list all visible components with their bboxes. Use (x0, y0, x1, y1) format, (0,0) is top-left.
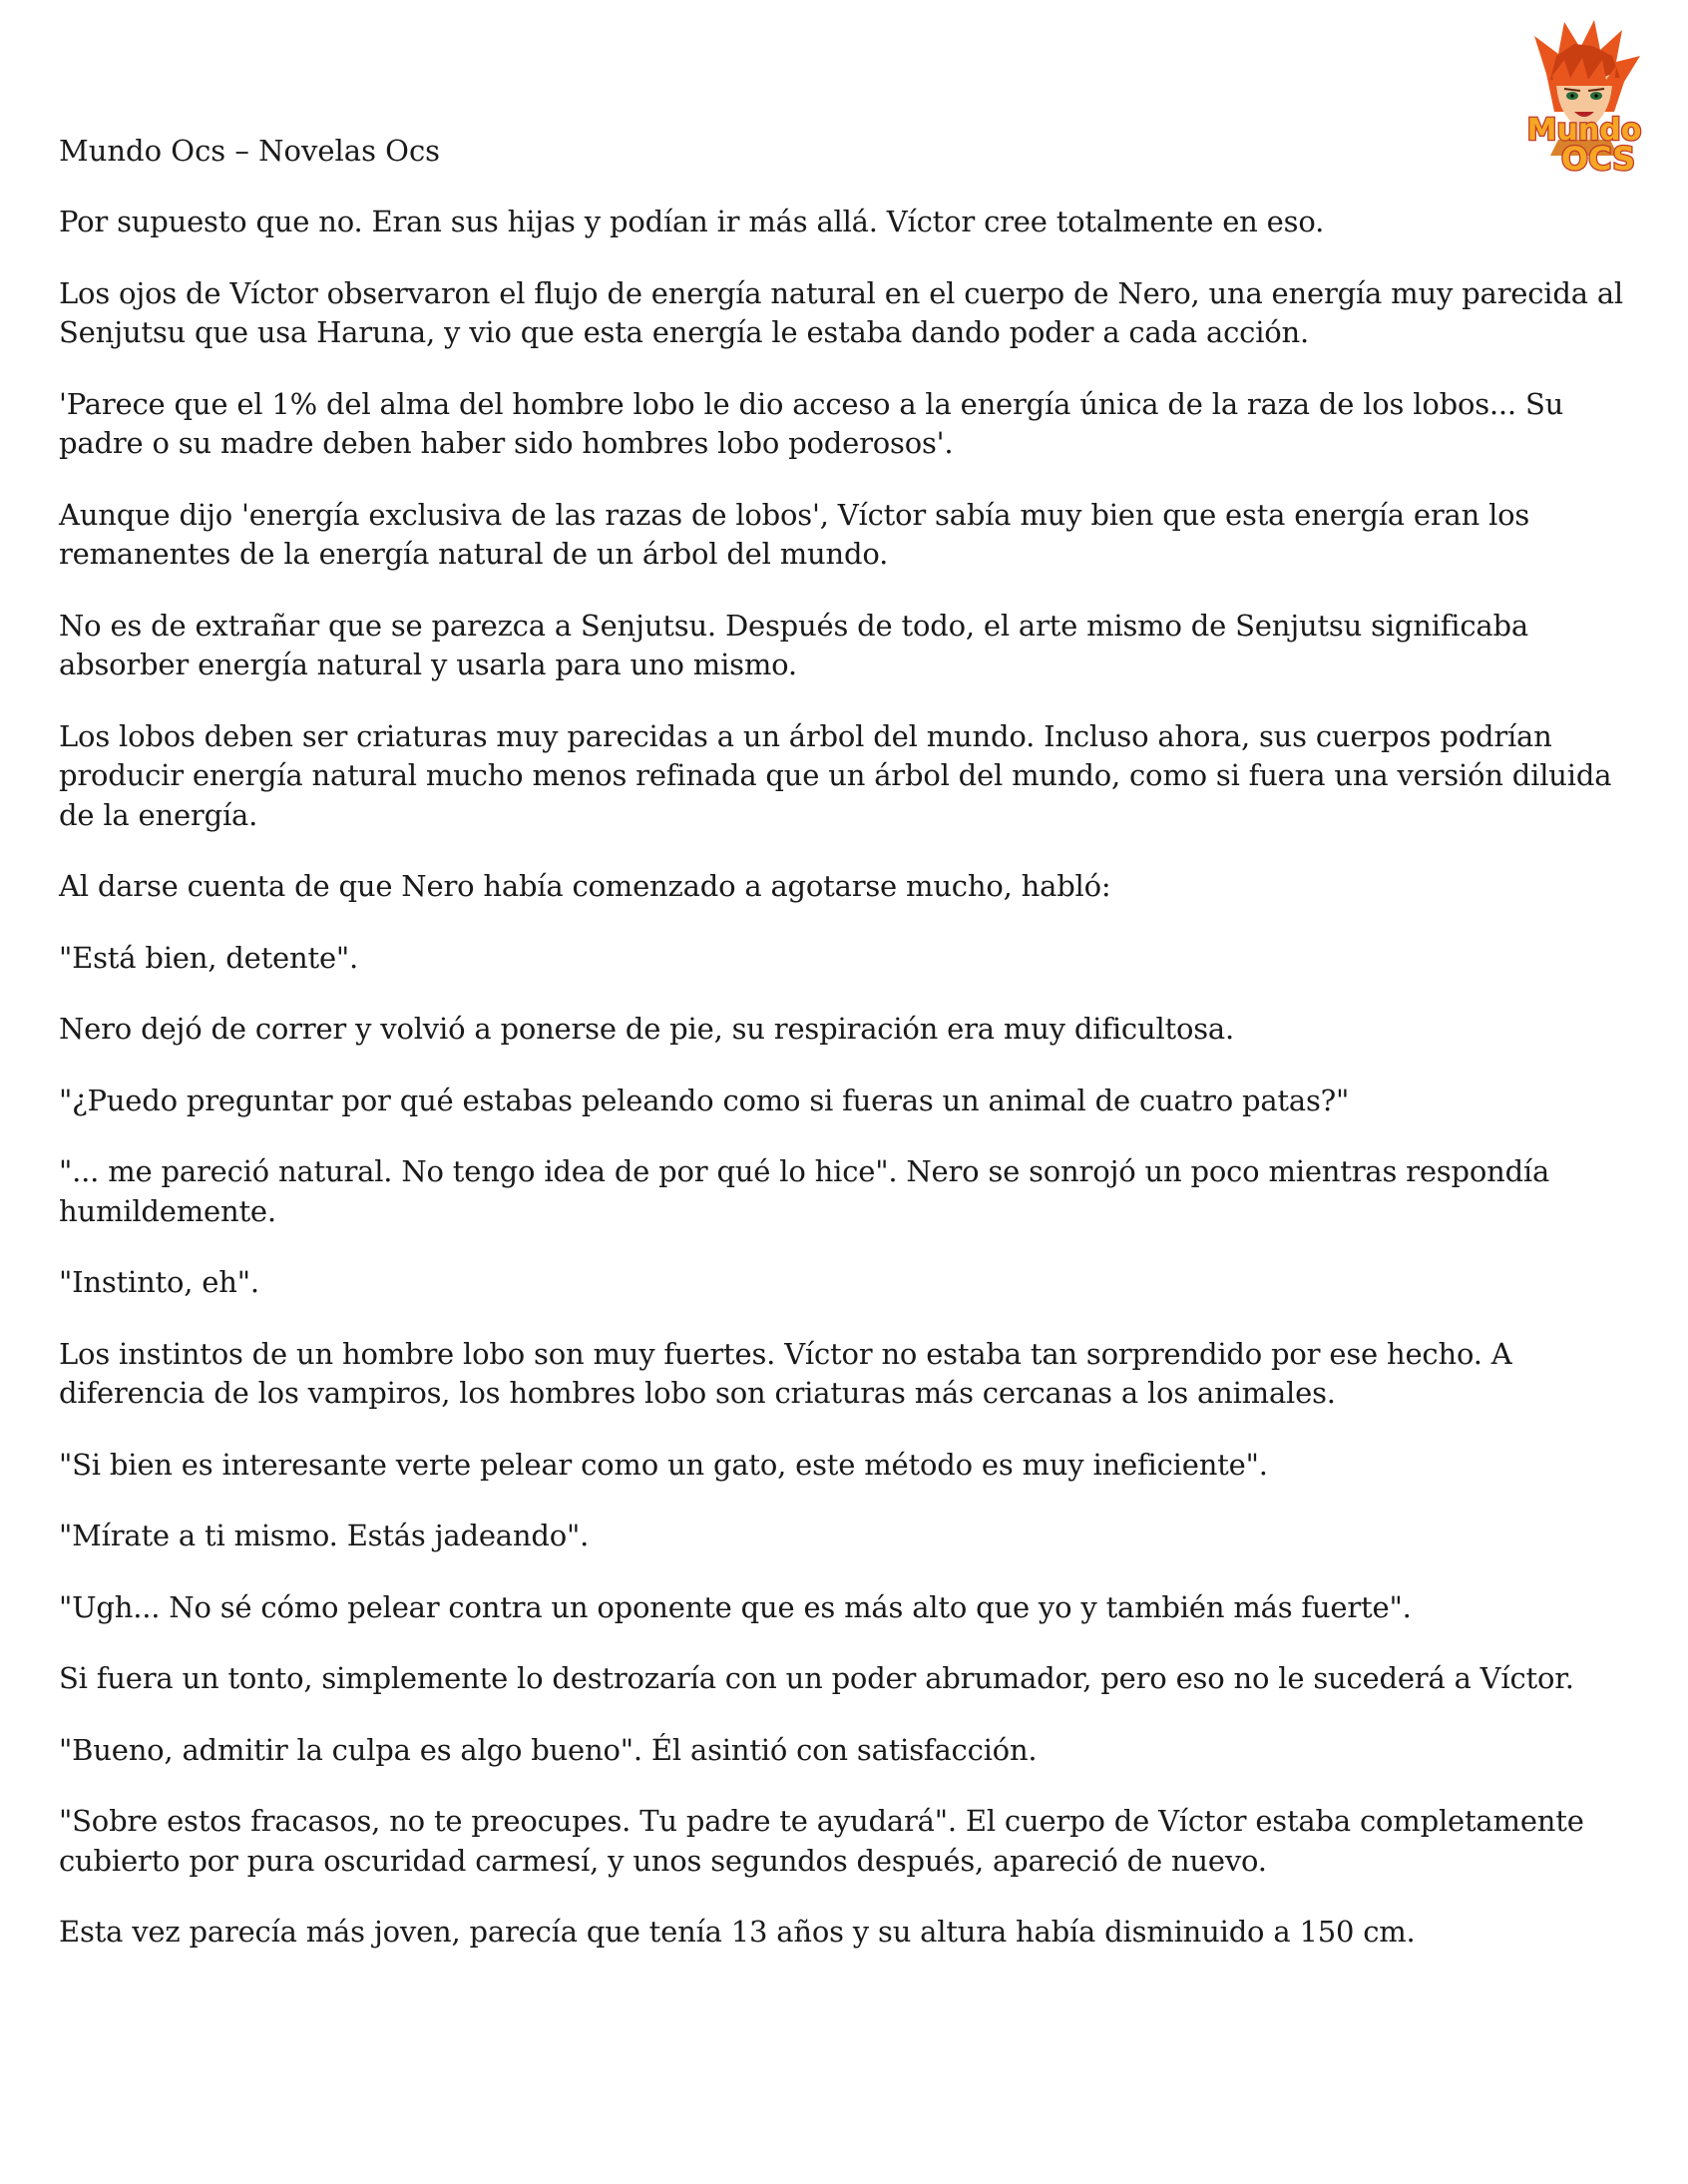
paragraph: "Ugh... No sé cómo pelear contra un oponente que es más alto que yo y también más fuerte". (59, 1589, 1412, 1624)
paragraph: Los ojos de Víctor observaron el flujo de energía natural en el cuerpo de Nero, una energía muy parecida al Senjutsu que usa Haruna, y vio que esta energía le estaba dando poder a cada acción. (59, 275, 1623, 349)
paragraph: "¿Puedo preguntar por qué estabas peleando como si fueras un animal de cuatro patas?" (59, 1083, 1350, 1117)
paragraph: "Bueno, admitir la culpa es algo bueno". Él asintió con satisfacción. (59, 1732, 1038, 1767)
paragraph: 'Parece que el 1% del alma del hombre lobo le dio acceso a la energía única de la raza de los lobos... Su padre o su madre deben haber sido hombres lobo poderosos'. (59, 386, 1564, 460)
paragraph: Al darse cuenta de que Nero había comenzado a agotarse mucho, habló: (59, 869, 1111, 903)
paragraph: Si fuera un tonto, simplemente lo destrozaría con un poder abrumador, pero eso no le sucederá a Víctor. (59, 1661, 1574, 1695)
paragraph: "... me pareció natural. No tengo idea de por qué lo hice". Nero se sonrojó un poco mientras respondía humildemente. (59, 1154, 1550, 1228)
document-body (59, 203, 1645, 1984)
paragraph: "Mírate a ti mismo. Estás jadeando". (59, 1519, 590, 1552)
logo-text-line2: OCS (1560, 140, 1636, 178)
paragraph: "Sobre estos fracasos, no te preocupes. Tu padre te ayudará". El cuerpo de Víctor estaba completamente cubierto por pura oscuridad carmesí, y unos segundos después, apareció de nuevo. (59, 1804, 1584, 1878)
paragraph: Por supuesto que no. Eran sus hijas y podían ir más allá. Víctor cree totalmente en eso. (59, 205, 1325, 238)
paragraph: "Instinto, eh". (59, 1265, 259, 1299)
mundo-ocs-logo (1494, 16, 1674, 178)
paragraph: "Está bien, detente". (59, 940, 359, 975)
paragraph: Los instintos de un hombre lobo son muy fuertes. Víctor no estaba tan sorprendido por ese hecho. A diferencia de los vampiros, los hombres lobo son criaturas más cercanas a los animales. (59, 1336, 1512, 1410)
paragraph: Esta vez parecía más joven, parecía que tenía 13 años y su altura había disminuido a 150 cm. (59, 1915, 1416, 1949)
paragraph: No es de extrañar que se parezca a Senjutsu. Después de todo, el arte mismo de Senjutsu significaba absorber energía natural y usarla para uno mismo. (59, 608, 1528, 681)
paragraph: Nero dejó de correr y volvió a ponerse de pie, su respiración era muy dificultosa. (59, 1012, 1235, 1046)
paragraph: "Si bien es interesante verte pelear como un gato, este método es muy ineficiente". (59, 1447, 1268, 1482)
page-header-title: Mundo Ocs – Novelas Ocs (59, 134, 441, 168)
paragraph: Los lobos deben ser criaturas muy parecidas a un árbol del mundo. Incluso ahora, sus cuerpos podrían producir energía natural mucho menos refinada que un árbol del mundo, como si fuera una versión diluida de la energía. (59, 718, 1612, 832)
paragraph: Aunque dijo 'energía exclusiva de las razas de lobos', Víctor sabía muy bien que esta energía eran los remanentes de la energía natural de un árbol del mundo. (59, 497, 1530, 571)
logo-text-line1: Mundo (1526, 113, 1642, 148)
